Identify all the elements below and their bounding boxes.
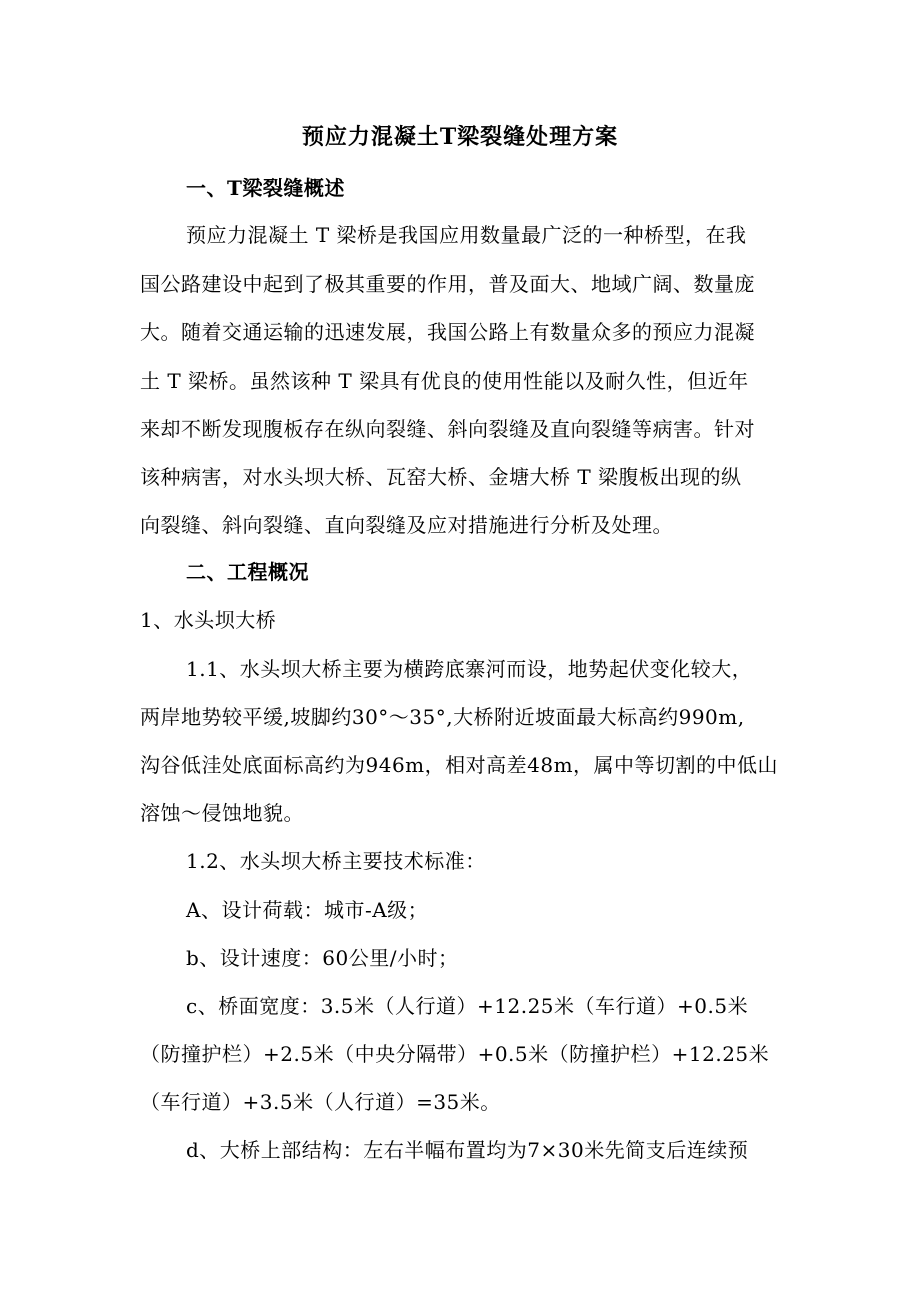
paragraph-line: 向裂缝、斜向裂缝、直向裂缝及应对措施进行分析及处理。 [140, 513, 673, 537]
subsection-heading: 1、水头坝大桥 [140, 608, 277, 632]
paragraph-line: 该种病害，对水头坝大桥、瓦窑大桥、金塘大桥 T 梁腹板出现的纵 [140, 465, 742, 489]
paragraph-line: 两岸地势较平缓,坡脚约30°～35°,大桥附近坡面最大标高约990m, [140, 705, 745, 729]
paragraph-line: 溶蚀～侵蚀地貌。 [140, 801, 304, 825]
paragraph-line: 来却不断发现腹板存在纵向裂缝、斜向裂缝及直向裂缝等病害。针对 [140, 417, 755, 441]
list-item: b、设计速度：60公里/小时； [186, 946, 459, 970]
paragraph-line: 国公路建设中起到了极其重要的作用，普及面大、地域广阔、数量庞 [140, 272, 755, 296]
list-item: c、桥面宽度：3.5米（人行道）+12.25米（车行道）+0.5米 [186, 994, 749, 1018]
paragraph-line: 沟谷低洼处底面标高约为946m，相对高差48m，属中等切割的中低山 [140, 753, 779, 777]
list-item: A、设计荷载：城市-A级； [186, 898, 429, 922]
section-heading-project: 二、工程概况 [186, 560, 309, 584]
paragraph-line: （车行道）+3.5米（人行道）=35米。 [140, 1090, 501, 1114]
list-item: 1.2、水头坝大桥主要技术标准： [186, 849, 486, 873]
paragraph-line: 土 T 梁桥。虽然该种 T 梁具有优良的使用性能以及耐久性，但近年 [140, 369, 749, 393]
paragraph-line: （防撞护栏）+2.5米（中央分隔带）+0.5米（防撞护栏）+12.25米 [140, 1042, 770, 1066]
section-heading-overview: 一、T梁裂缝概述 [186, 176, 345, 200]
paragraph-line: 预应力混凝土 T 梁桥是我国应用数量最广泛的一种桥型，在我 [186, 223, 747, 247]
paragraph-line: 大。随着交通运输的迅速发展，我国公路上有数量众多的预应力混凝 [140, 320, 755, 344]
list-item: d、大桥上部结构：左右半幅布置均为7×30米先简支后连续预 [186, 1138, 749, 1162]
document-title: 预应力混凝土T梁裂缝处理方案 [301, 124, 619, 150]
paragraph-line: 1.1、水头坝大桥主要为横跨底寨河而设，地势起伏变化较大， [186, 657, 753, 681]
